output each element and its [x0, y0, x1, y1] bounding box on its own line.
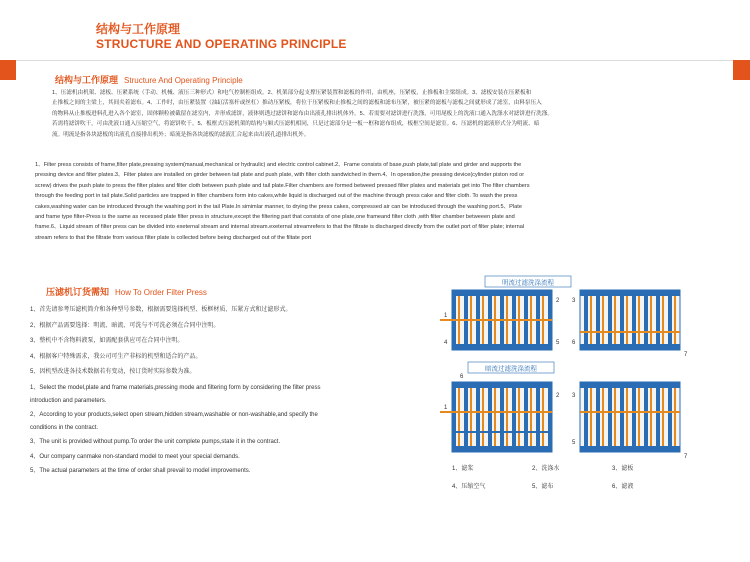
- structure-heading-cn: 结构与工作原理: [55, 75, 119, 85]
- order-cn-item: 1、首先请参考压滤机简介和各种型号参数，根据需要选择机型、板框材质、压紧方式和过滤形式。: [30, 307, 292, 313]
- structure-cn-line: 止推板之间的主梁上，其间夹着滤布。4、工作时，由压紧装置（油缸活塞杆或丝杠）推动压紧板，将位于压紧板和止推板之间的滤板和滤布压紧，被压紧的滤板与滤板之间就形成了滤室，由料泵压入: [52, 100, 542, 107]
- callout-number: 3: [572, 393, 576, 399]
- right-accent-bar: [733, 60, 750, 80]
- callout-number: 3: [572, 298, 576, 304]
- legend-item: 2、洗涤水: [532, 466, 560, 472]
- order-cn-item: 5、因机型改进各技术数据若有变动，按订货时实际参数为准。: [30, 369, 196, 375]
- structure-cn-line: 1、压滤机由机架、滤板、压紧系统（手动、机械、液压三种形式）和电气控制柜组成。2、机架部分起支撑压紧装置和滤板的作用，由机座，压紧板，止推板和主梁组成。3、滤板安装在压紧板和: [52, 90, 532, 96]
- hidden-flow-filter-right: [580, 382, 680, 452]
- structure-cn-line: 的物料从止推板进料孔进入各个滤室，固体颗粒被截留在滤室内，并形成滤饼，液体则透过滤饼和滤布由出液孔排出机体外。5、若需要对滤饼进行洗涤，可用尾板上的洗液口通入洗涤水对滤饼进行洗涤。: [52, 110, 553, 117]
- hidden-flow-label: 暗流过滤洗涤流程: [485, 365, 537, 373]
- order-cn-item: 2、根据产品需要选择：明流、暗流、可洗与不可洗必须在合同中注明。: [30, 322, 220, 329]
- callout-number: 5: [556, 340, 560, 346]
- legend-item: 3、滤板: [612, 466, 634, 472]
- page-title-cn: 结构与工作原理: [96, 22, 181, 36]
- callout-number: 1: [444, 313, 448, 319]
- order-en-list: [30, 383, 320, 477]
- order-heading-cn: 压滤机订货需知: [46, 287, 110, 297]
- structure-en-line: stream refers to that the filtrate from various filter plate is collected before being discharged out of the filtate port: [35, 234, 312, 241]
- structure-en-line: frame.6、Liquid stream of filter press can be divided into exeternal stream and internal stream.exeternal streamrefers to that the filtrate is discharged directly from the outlet port of filter plate; internal: [35, 224, 525, 231]
- order-en-line: introduction and parameters.: [30, 397, 107, 404]
- callout-number: 1: [444, 405, 448, 411]
- order-en-line: 3、The unit is provided without pump.To order the unit complete pumps,state it in the contract.: [30, 439, 281, 445]
- order-en-line: 2、According to your products,select open stream,hidden stream,washable or non-washable,and specify the: [30, 412, 318, 418]
- callout-number: 7: [684, 352, 688, 358]
- callout-number: 6: [572, 340, 576, 346]
- order-cn-item: 4、根据客户特殊需求，我公司可生产非标的机型和适合的产品。: [30, 353, 202, 360]
- callout-number: 5: [572, 440, 576, 446]
- legend-item: 4、压缩空气: [452, 484, 486, 490]
- callout-number: 4: [444, 340, 448, 346]
- order-heading: [46, 285, 207, 298]
- left-accent-bar: [0, 60, 16, 80]
- callout-number: 6: [460, 374, 464, 380]
- open-flow-filter-left: [440, 290, 552, 350]
- open-flow-filter-right: [580, 290, 680, 350]
- order-cn-item: 3、整机中不含物料液泵，如需配套供应可在合同中注明。: [30, 338, 184, 344]
- legend-item: 6、滤液: [612, 484, 634, 490]
- order-heading-en: How To Order Filter Press: [115, 288, 207, 297]
- structure-en-text: [35, 160, 700, 243]
- structure-en-line: cakes,washing water can be introduced through the washing port in the tail Plate.In simimlar manner, to drying the press cakes, compressed air can be introduced through the washing port.5、Plate: [35, 203, 522, 210]
- page-title-en: STRUCTURE AND OPERATING PRINCIPLE: [96, 37, 347, 51]
- structure-heading-en: Structure And Operating Principle: [124, 76, 243, 85]
- structure-en-line: screw) drives the push plate to press the filter plates and filter cloth between push plate and tail plate.Filter chambers are formed betweed pressed filter plates and materials get into The filter chambers: [35, 182, 530, 189]
- structure-en-line: and frame type filter-Press is the same as recessed plate filter press in structure,except the filtering part that consists of one plate,one frameand filter cloth ,with filter chamber betweeen plate and: [35, 214, 515, 221]
- order-en-line: 5、The actual parameters at the time of order shall prevail to model improvements.: [30, 468, 251, 474]
- structure-cn-text: [52, 88, 692, 140]
- diagram-legend: [452, 463, 692, 490]
- callout-number: 2: [556, 393, 560, 399]
- callout-number: 2: [556, 298, 560, 304]
- order-cn-list: [30, 305, 291, 378]
- structure-en-line: 1、Filter press consists of frame,filter plate,pressing system(manual,mechanical or hydraulic) and electric control cabinet.2、Frame consists of base,push plate,tail plate and girder and supports the: [35, 162, 522, 168]
- structure-en-line: through the feeding port in tail plate.Solid particles are trapped in filter chambers form into cakes,while liquid is discharged out of the machine through press cake and filter cloth. To wash the press: [35, 193, 518, 200]
- open-flow-label: 明流过滤洗涤流程: [502, 279, 554, 287]
- structure-heading: [55, 73, 243, 86]
- legend-item: 1、滤浆: [452, 466, 474, 472]
- legend-item: 5、滤布: [532, 484, 554, 490]
- order-en-line: 4、Our company canmake non-standard model to meet your special demands.: [30, 453, 240, 460]
- hidden-flow-filter-left: [440, 382, 552, 452]
- order-en-line: conditions in the contract.: [30, 424, 99, 431]
- order-en-line: 1、Select the model,plate and frame materials,pressing mode and filtering form by considering the filter press: [30, 385, 321, 391]
- header-divider: [0, 60, 750, 61]
- structure-en-line: pressing device and filter plates.3、Filter plates are installed on girder between tail plate and push plate, with filter cloth sandwiched in them.4、In operation,the pressing device(cylinder piston rod or: [35, 172, 525, 179]
- structure-cn-line: 若需将滤饼吹干，可由洗液口通入压缩空气，将滤饼吹干。5、板框式压滤机架的结构与厢式压滤机相同，只是过滤部分是一板一框和滤布组成，板框空间是滤室。6、压滤机的滤液形式分为明流、暗: [52, 121, 540, 128]
- structure-cn-line: 流。明流是指各块滤板的出液孔直接排出机外；暗流是指各块滤板的滤液汇合起来由出液孔道排出机外。: [52, 131, 310, 138]
- callout-number: 7: [684, 454, 688, 460]
